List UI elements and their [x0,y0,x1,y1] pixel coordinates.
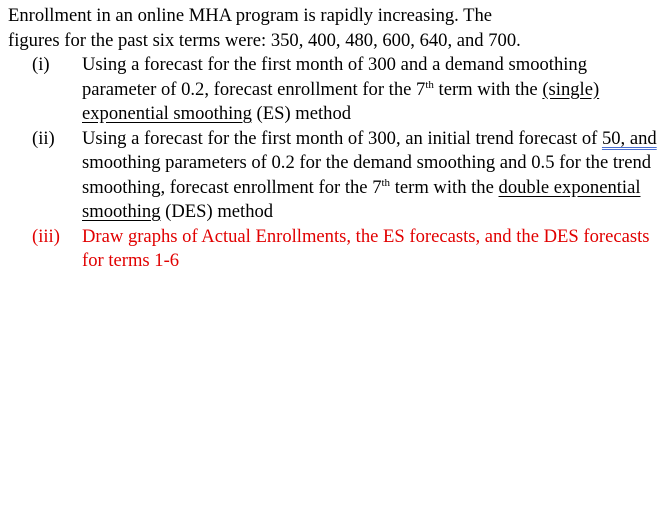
intro-line-1: Enrollment in an online MHA program is rapidly increasing. The [8,5,493,26]
text-segment: (ES) method [251,103,352,124]
item-number: (iii) [32,225,60,247]
problem-intro [8,4,663,53]
text-segment: term with the [390,176,499,198]
underlined-term: (single) exponential smoothing [82,78,600,124]
item-text [82,53,663,127]
text-segment: Using a forecast for the first month of 300, an initial trend forecast of [82,127,602,149]
item-text [82,127,663,225]
item-number: (ii) [32,127,55,149]
sub-question-i [8,53,663,127]
intro-line-2: figures for the past six terms were: 350, 400, 480, 600, 640, and 700. [8,29,521,51]
text-segment: term with the [433,78,543,100]
item-text: Draw graphs of Actual Enrollments, the ES forecasts, and the DES forecasts for terms 1-6 [82,225,650,271]
text-segment: (DES) method [160,201,274,222]
text-segment: smoothing parameters of 0.2 for the demand smoothing and 0.5 for the trend smoothing, forecast enrollment for the 7 [82,152,652,198]
item-number: (i) [32,54,50,75]
text-segment: Using a forecast for the first month of 300 and a demand smoothing parameter of 0.2, forecast enrollment for the 7 [82,54,588,100]
underlined-term: double exponential smoothing [82,176,641,222]
superscript: th [425,78,434,91]
double-underlined-term: 50, and [601,127,657,149]
sub-question-ii [8,127,663,225]
sub-question-iii [8,225,663,274]
superscript: th [381,176,391,189]
